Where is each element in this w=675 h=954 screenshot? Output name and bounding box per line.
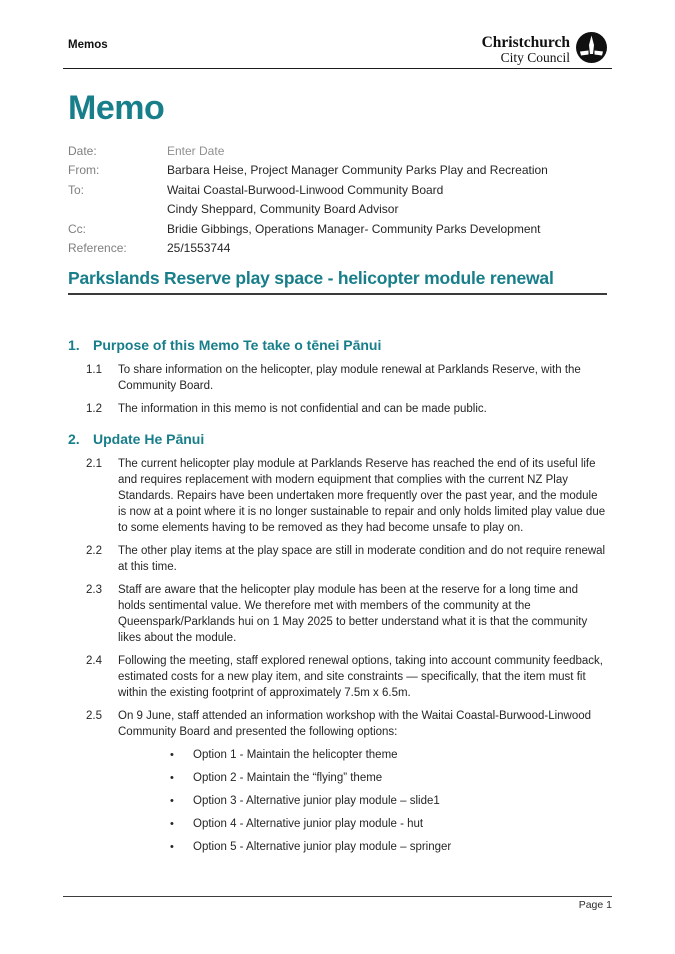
- option-2-label: Option 2 - Maintain the “flying” theme: [193, 771, 383, 784]
- page-header: [68, 0, 607, 68]
- item-number: 2.3: [86, 583, 102, 596]
- item-text: To share information on the helicopter, play module renewal at Parklands Reserve, with the Community Board.: [118, 363, 581, 392]
- to-value: [167, 181, 443, 220]
- council-logo-subname: City Council: [500, 49, 570, 65]
- option-4-label: Option 4 - Alternative junior play module - hut: [193, 817, 424, 830]
- memo-item: [86, 362, 607, 394]
- memo-title: Memo: [68, 89, 165, 127]
- bullet-icon: •: [170, 748, 174, 761]
- list-item: [118, 839, 607, 855]
- field-row-to: [68, 181, 607, 220]
- field-label-to: To:: [68, 182, 85, 197]
- item-text: [118, 708, 607, 855]
- memo-item: [86, 456, 607, 536]
- field-label-reference: Reference:: [68, 241, 127, 256]
- item-text: The other play items at the play space are still in moderate condition and do not require renewal at this time.: [118, 544, 606, 573]
- item-number: 2.1: [86, 457, 102, 470]
- memo-item: [86, 653, 607, 701]
- options-bullet-list: [118, 747, 607, 855]
- field-row-cc: [68, 220, 607, 240]
- item-text: Following the meeting, staff explored renewal options, taking into account community feedback, estimated costs for a new play item, and site constraints — specifically, that the item must fit within the existing footprint of approximately 7.5m x 6.5m.: [118, 654, 603, 699]
- memo-item: [86, 708, 607, 855]
- bullet-icon: •: [170, 817, 174, 830]
- council-logo: [482, 30, 607, 65]
- list-item: [118, 747, 607, 763]
- memo-fields: [68, 142, 607, 259]
- field-row-from: [68, 161, 607, 181]
- bullet-icon: •: [170, 794, 174, 807]
- section-update: [68, 430, 607, 855]
- header-divider: [63, 68, 612, 69]
- item-number: 2.4: [86, 654, 102, 667]
- bullet-icon: •: [170, 771, 174, 784]
- section-heading-text: Purpose of this Memo Te take o tēnei Pānui: [93, 336, 382, 353]
- list-item: [118, 770, 607, 786]
- from-value: Barbara Heise, Project Manager Community Parks Play and Recreation: [167, 163, 548, 178]
- field-row-date: [68, 142, 607, 162]
- bullet-icon: •: [170, 840, 174, 853]
- section-number: 1.: [68, 336, 80, 353]
- cc-value: Bridie Gibbings, Operations Manager- Community Parks Development: [167, 221, 541, 236]
- item-text: The current helicopter play module at Parklands Reserve has reached the end of its useful life and requires replacement with modern equipment that complies with the current NZ Play Standards. Repairs have been undertaken more frequently over the past year, and the module is now at a point where it is no longer sustainable to repair and only holds limited play value due to some elements having to be removed as they had become unsafe to play on.: [118, 457, 606, 534]
- to-value-line2: Cindy Sheppard, Community Board Advisor: [167, 202, 399, 217]
- item-text-lead: On 9 June, staff attended an information workshop with the Waitai Coastal-Burwood-Linwood Community Board and presented the following options:: [118, 709, 592, 738]
- section-heading: [68, 336, 607, 355]
- item-text: Staff are aware that the helicopter play module has been at the reserve for a long time and holds sentimental value. We therefore met with members of the community at the Queenspark/Parklands hui on 1 May 2025 to better understand what it is that the community likes about the module.: [118, 583, 588, 644]
- list-item: [118, 793, 607, 809]
- list-item: [118, 816, 607, 832]
- date-placeholder[interactable]: Enter Date: [167, 143, 225, 158]
- item-number: 1.1: [86, 363, 102, 376]
- field-label-from: From:: [68, 163, 100, 178]
- memo-item: [86, 582, 607, 646]
- field-row-reference: [68, 239, 607, 259]
- council-logo-name: Christchurch: [481, 34, 570, 51]
- item-number: 2.5: [86, 709, 102, 722]
- section-number: 2.: [68, 430, 80, 447]
- council-logo-text: [482, 35, 570, 65]
- option-1-label: Option 1 - Maintain the helicopter theme: [193, 748, 398, 761]
- footer-divider: [63, 896, 612, 897]
- to-value-line1: Waitai Coastal-Burwood-Linwood Community Board: [167, 182, 444, 197]
- option-3-label: Option 3 - Alternative junior play module – slide1: [193, 794, 440, 807]
- field-label-cc: Cc:: [68, 221, 86, 236]
- page-number: Page 1: [578, 899, 612, 911]
- section-purpose: [68, 336, 607, 417]
- reference-value: 25/1553744: [167, 241, 231, 256]
- doc-type-label: Memos: [68, 39, 108, 51]
- memo-item: [86, 401, 607, 417]
- section-heading-text: Update He Pānui: [93, 430, 205, 447]
- memo-item: [86, 543, 607, 575]
- item-text: The information in this memo is not confidential and can be made public.: [118, 402, 487, 415]
- page-footer: [63, 896, 612, 911]
- item-number: 2.2: [86, 544, 102, 557]
- council-logo-icon: [576, 32, 607, 63]
- field-label-date: Date:: [68, 143, 97, 158]
- section-heading: [68, 430, 607, 449]
- item-number: 1.2: [86, 402, 102, 415]
- memo-subject: Parkslands Reserve play space - helicopter module renewal: [68, 268, 607, 295]
- option-5-label: Option 5 - Alternative junior play module – springer: [193, 840, 452, 853]
